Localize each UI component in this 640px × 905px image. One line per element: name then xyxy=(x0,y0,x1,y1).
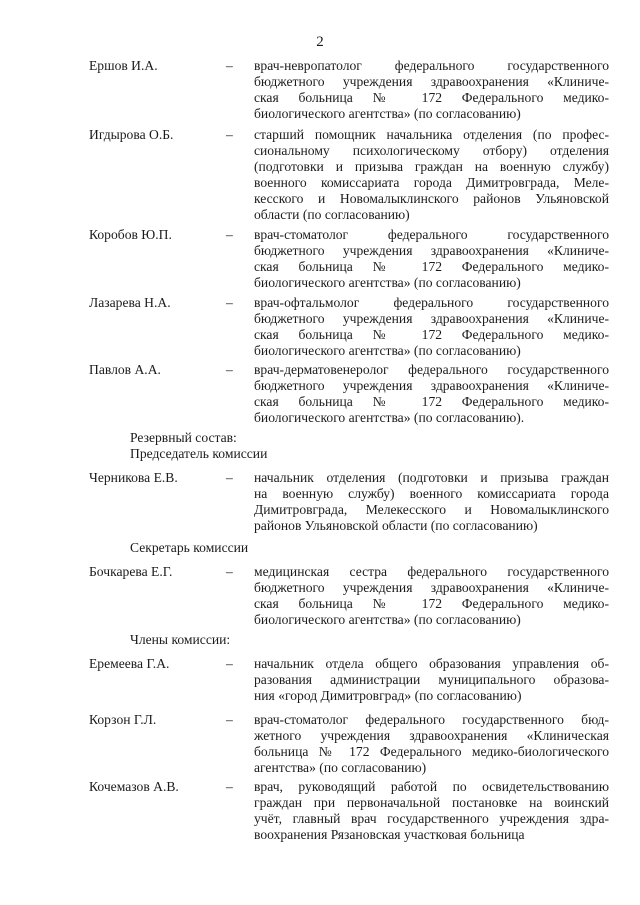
description-line: учёт, главный врач государственного учреждения здра- xyxy=(254,811,609,826)
description-line: жетного учреждения здравоохранения «Клиническая xyxy=(254,728,609,743)
description-line: бюджетного учреждения здравоохранения «Клиниче- xyxy=(254,378,609,393)
member-description xyxy=(254,227,609,291)
dash: – xyxy=(226,470,233,485)
description-line: врач-дерматовенеролог федерального государственного xyxy=(254,362,609,377)
description-line: больница № 172 Федерального медико-биологического xyxy=(254,744,609,759)
dash: – xyxy=(226,779,233,794)
description-line: ния «город Димитровград» (по согласованию) xyxy=(254,688,522,703)
description-line: ская больница № 172 Федерального медико- xyxy=(254,596,609,611)
description-line: разования администрации муниципального образова- xyxy=(254,672,609,687)
description-line: граждан при первоначальной постановке на воинский xyxy=(254,795,609,810)
description-line: ская больница № 172 Федерального медико- xyxy=(254,327,609,342)
description-line: ская больница № 172 Федерального медико- xyxy=(254,394,609,409)
description-line: ская больница № 172 Федерального медико- xyxy=(254,90,609,105)
description-line: врач-стоматолог федерального государственного бюд- xyxy=(254,712,609,727)
description-line: биологического агентства» (по согласованию) xyxy=(254,106,521,121)
dash: – xyxy=(226,127,233,142)
description-line: области (по согласованию) xyxy=(254,207,410,222)
member-description xyxy=(254,712,609,776)
description-line: военного комиссариата города Димитровграда, Меле- xyxy=(254,175,609,190)
description-line: врач-офтальмолог федерального государственного xyxy=(254,295,609,310)
description-line: врач-невропатолог федерального государственного xyxy=(254,58,609,73)
description-line: биологического агентства» (по согласованию). xyxy=(254,410,525,425)
member-description xyxy=(254,779,609,843)
dash: – xyxy=(226,227,233,242)
member-name: Корзон Г.Л. xyxy=(89,712,157,727)
member-name: Бочкарева Е.Г. xyxy=(89,564,173,579)
description-line: бюджетного учреждения здравоохранения «Клиниче- xyxy=(254,243,609,258)
member-description xyxy=(254,295,609,359)
description-line: агентства» (по согласованию) xyxy=(254,760,427,775)
description-line: кесского и Новомалыклинского районов Ульяновской xyxy=(254,191,609,206)
dash: – xyxy=(226,656,233,671)
description-line: (подготовки и призыва граждан на военную службу) xyxy=(254,159,609,174)
description-line: районов Ульяновской области (по согласованию) xyxy=(254,518,538,533)
description-line: бюджетного учреждения здравоохранения «Клиниче- xyxy=(254,74,609,89)
description-line: врач-стоматолог федерального государственного xyxy=(254,227,609,242)
description-line: начальник отдела общего образования управления об- xyxy=(254,656,609,671)
member-name: Черникова Е.В. xyxy=(89,470,178,485)
dash: – xyxy=(226,295,233,310)
member-description xyxy=(254,58,609,122)
description-line: биологического агентства» (по согласованию) xyxy=(254,612,521,627)
member-description xyxy=(254,656,609,704)
secretary-label: Секретарь комиссии xyxy=(130,540,249,555)
dash: – xyxy=(226,564,233,579)
members-label: Члены комиссии: xyxy=(130,632,231,647)
description-line: бюджетного учреждения здравоохранения «Клиниче- xyxy=(254,311,609,326)
member-name: Лазарева Н.А. xyxy=(89,295,171,310)
description-line: врач, руководящий работой по освидетельствованию xyxy=(254,779,609,794)
page-number: 2 xyxy=(316,34,324,50)
description-line: медицинская сестра федерального государственного xyxy=(254,564,609,579)
description-line: бюджетного учреждения здравоохранения «Клиниче- xyxy=(254,580,609,595)
description-line: ская больница № 172 Федерального медико- xyxy=(254,259,609,274)
member-description xyxy=(254,362,609,426)
dash: – xyxy=(226,712,233,727)
description-line: сиональному психологическому отбору) отделения xyxy=(254,143,609,158)
reserve-heading: Резервный состав: xyxy=(130,430,237,445)
member-name: Игдырова О.Б. xyxy=(89,127,174,142)
chairman-label: Председатель комиссии xyxy=(130,446,268,461)
dash: – xyxy=(226,58,233,73)
description-line: Димитровграда, Мелекесского и Новомалыклинского xyxy=(254,502,609,517)
member-description xyxy=(254,127,609,223)
dash: – xyxy=(226,362,233,377)
member-name: Еремеева Г.А. xyxy=(89,656,170,671)
description-line: биологического агентства» (по согласованию) xyxy=(254,343,521,358)
description-line: начальник отделения (подготовки и призыва граждан xyxy=(254,470,609,485)
member-name: Ершов И.А. xyxy=(89,58,158,73)
description-line: воохранения Рязановская участковая больница xyxy=(254,827,525,842)
member-name: Кочемазов А.В. xyxy=(89,779,179,794)
description-line: биологического агентства» (по согласованию) xyxy=(254,275,521,290)
member-description xyxy=(254,564,609,628)
member-name: Павлов А.А. xyxy=(89,362,161,377)
member-description xyxy=(254,470,609,534)
description-line: старший помощник начальника отделения (по профес- xyxy=(254,127,609,142)
description-line: на военную службу) военного комиссариата города xyxy=(254,486,609,501)
member-name: Коробов Ю.П. xyxy=(89,227,172,242)
